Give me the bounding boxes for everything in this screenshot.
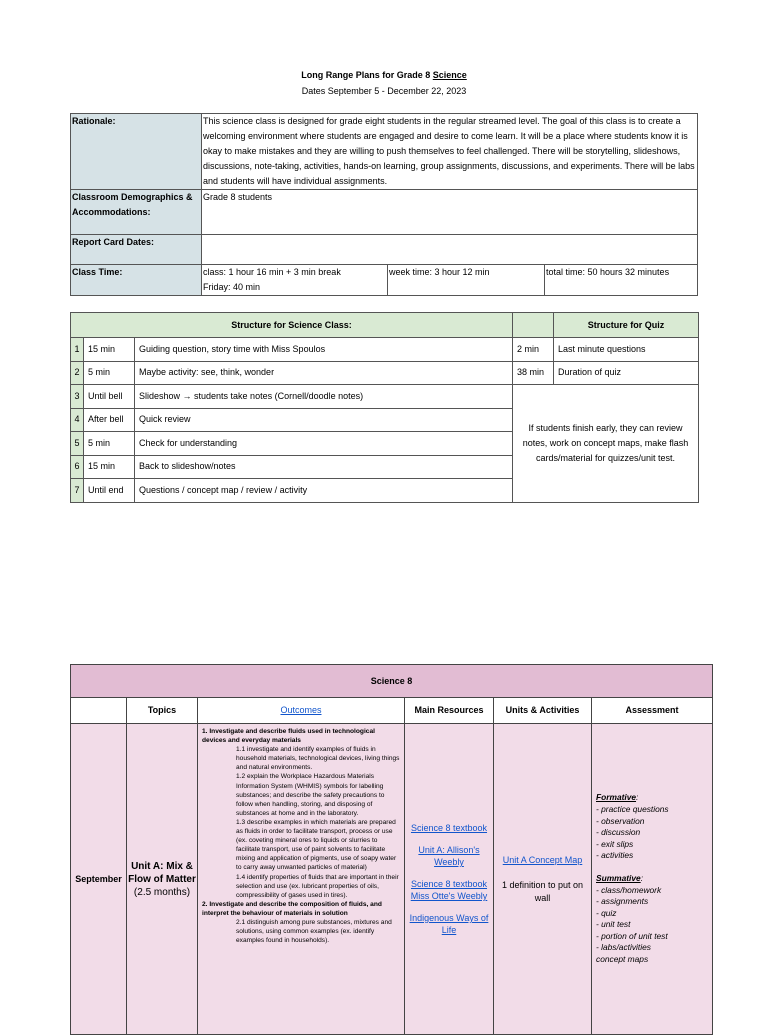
topic-cell bbox=[127, 724, 198, 1035]
quiz-duration: 38 min bbox=[513, 361, 554, 385]
demographics-label: Classroom Demographics & Accommodations: bbox=[71, 190, 202, 235]
assessment-item: - observation bbox=[596, 815, 645, 826]
rationale-label: Rationale: bbox=[71, 114, 202, 190]
quiz-structure-header: Structure for Quiz bbox=[554, 313, 699, 338]
row-number: 6 bbox=[71, 455, 84, 479]
class-time-2: Friday: 40 min bbox=[203, 282, 261, 292]
row-duration: Until bell bbox=[84, 385, 135, 409]
class-structure-header: Structure for Science Class: bbox=[71, 313, 513, 338]
assessment-item: - portion of unit test bbox=[596, 930, 668, 941]
col-month bbox=[71, 698, 127, 724]
formative-label: Formative bbox=[596, 792, 637, 803]
units-cell bbox=[494, 724, 592, 1035]
row-duration: 5 min bbox=[84, 361, 135, 385]
row-number: 7 bbox=[71, 479, 84, 503]
structure-row bbox=[71, 385, 699, 409]
topic-duration: (2.5 months) bbox=[133, 886, 191, 898]
outcome-item: 2. Investigate and describe the composition of fluids, and interpret the behaviour of materials in solution bbox=[202, 900, 382, 917]
week-time: week time: 3 hour 12 min bbox=[388, 265, 545, 296]
resource-link[interactable]: Science 8 textbook Miss Otte's Weebly bbox=[410, 879, 488, 901]
summative-label: Summative bbox=[596, 872, 641, 883]
outcomes-cell bbox=[198, 724, 405, 1035]
resources-cell bbox=[405, 724, 494, 1035]
rationale-text: This science class is designed for grade eight students in the regular streamed level. The goal of this class is to create a welcoming environment where students are engaged and desire to come learn. It will be a place where students know it is okay to make mistakes and they are willing to push themselves to feel challenged. There will be storytelling, slideshows, discussions, note-taking, activities, hands-on learning, group assignments, discussions, and experiments. There will be labs and students will have individual assignments. bbox=[202, 114, 698, 190]
assessment-item: - exit slips bbox=[596, 838, 634, 849]
info-table bbox=[70, 113, 698, 296]
row-activity: Back to slideshow/notes bbox=[135, 455, 513, 479]
row-activity: Quick review bbox=[135, 408, 513, 432]
report-text bbox=[202, 235, 698, 265]
assessment-item: - assignments bbox=[596, 896, 649, 907]
document-title bbox=[0, 70, 768, 80]
units-text: 1 definition to put on wall bbox=[501, 879, 584, 903]
row-number: 4 bbox=[71, 408, 84, 432]
row-duration: After bell bbox=[84, 408, 135, 432]
title-prefix: Long Range Plans for Grade 8 bbox=[301, 70, 433, 80]
row-number: 5 bbox=[71, 432, 84, 456]
plan-banner: Science 8 bbox=[71, 665, 713, 698]
assessment-item: - labs/activities bbox=[596, 942, 651, 953]
assessment-item: - class/homework bbox=[596, 884, 662, 895]
outcome-item: 1.4 identify properties of fluids that are important in their selection and use (ex. lubricant properties of oils, compressibility of gases used in tires). bbox=[236, 873, 399, 899]
col-assessment: Assessment bbox=[592, 698, 713, 724]
plan-table bbox=[70, 664, 713, 1035]
month-cell: September bbox=[71, 724, 127, 1035]
assessment-item: - unit test bbox=[596, 919, 631, 930]
structure-table bbox=[70, 312, 699, 503]
classtime-label: Class Time: bbox=[71, 265, 202, 296]
assessment-item: concept maps bbox=[596, 954, 649, 965]
row-activity: Check for understanding bbox=[135, 432, 513, 456]
topic-title: Unit A: Mix & Flow of Matter bbox=[128, 860, 196, 885]
row-activity: Maybe activity: see, think, wonder bbox=[135, 361, 513, 385]
concept-map-link[interactable]: Unit A Concept Map bbox=[502, 854, 583, 865]
structure-row bbox=[71, 361, 699, 385]
row-duration: Until end bbox=[84, 479, 135, 503]
row-duration: 15 min bbox=[84, 338, 135, 362]
outcome-item: 1.3 describe examples in which materials are prepared as fluids in order to facilitate transport, process or use (ex. coveting mineral ores to liquids or slurries to facilitate transport, use of paint solvents to facilitate mixing and application of pigments, use of soapy water to carry away unwanted particles of material) bbox=[236, 818, 397, 872]
title-subject: Science bbox=[432, 70, 467, 80]
resource-link[interactable]: Unit A: Allison's Weebly bbox=[418, 845, 480, 867]
row-activity: Guiding question, story time with Miss Spoulos bbox=[135, 338, 513, 362]
col-resources: Main Resources bbox=[405, 698, 494, 724]
assessment-item: - discussion bbox=[596, 827, 641, 838]
quiz-note: If students finish early, they can review notes, work on concept maps, make flash cards/material for quizzes/unit test. bbox=[513, 385, 699, 503]
assessment-item: - activities bbox=[596, 850, 634, 861]
quiz-activity: Last minute questions bbox=[554, 338, 699, 362]
class-time-cell bbox=[202, 265, 388, 296]
document-dates: Dates September 5 - December 22, 2023 bbox=[301, 86, 467, 96]
resource-link[interactable]: Science 8 textbook bbox=[410, 823, 488, 833]
structure-row bbox=[71, 338, 699, 362]
row-activity: Questions / concept map / review / activity bbox=[135, 479, 513, 503]
row-duration: 15 min bbox=[84, 455, 135, 479]
resource-link[interactable]: Indigenous Ways of Life bbox=[409, 913, 489, 935]
demographics-text: Grade 8 students bbox=[202, 190, 698, 235]
quiz-duration: 2 min bbox=[513, 338, 554, 362]
assessment-cell: Formative: - practice questions - observation - discussion - exit slips - activities Summative: - class/homework - assignments - quiz - unit test - portion of unit test - labs/activities concept maps bbox=[592, 724, 713, 1035]
outcome-item: 1. Investigate and describe fluids used in technological devices and everyday materials bbox=[202, 728, 375, 745]
quiz-activity: Duration of quiz bbox=[554, 361, 699, 385]
col-outcomes-link[interactable]: Outcomes bbox=[198, 698, 405, 724]
report-label: Report Card Dates: bbox=[71, 235, 202, 265]
row-number: 2 bbox=[71, 361, 84, 385]
row-duration: 5 min bbox=[84, 432, 135, 456]
assessment-item: - quiz bbox=[596, 907, 617, 918]
class-time-1: class: 1 hour 16 min + 3 min break bbox=[203, 267, 341, 277]
outcome-item: 2.1 distinguish among pure substances, mixtures and solutions, using common examples (ex. identify examples found in households). bbox=[236, 918, 392, 945]
row-number: 3 bbox=[71, 385, 84, 409]
quiz-header-spacer bbox=[513, 313, 554, 338]
outcome-item: 1.2 explain the Workplace Hazardous Materials Information System (WHMIS) symbols for labelling substances; and describe the safety precautions to follow when handling, storing, and disposing of substances at home and in the laboratory. bbox=[236, 773, 385, 817]
row-activity: Slideshow → students take notes (Cornell/doodle notes) bbox=[135, 385, 513, 409]
row-number: 1 bbox=[71, 338, 84, 362]
outcome-item: 1.1 investigate and identify examples of fluids in household materials, technological devices, living things and natural environments. bbox=[236, 746, 400, 772]
total-time: total time: 50 hours 32 minutes bbox=[545, 265, 698, 296]
assessment-item: - practice questions bbox=[596, 803, 669, 814]
col-topics: Topics bbox=[127, 698, 198, 724]
col-units: Units & Activities bbox=[494, 698, 592, 724]
